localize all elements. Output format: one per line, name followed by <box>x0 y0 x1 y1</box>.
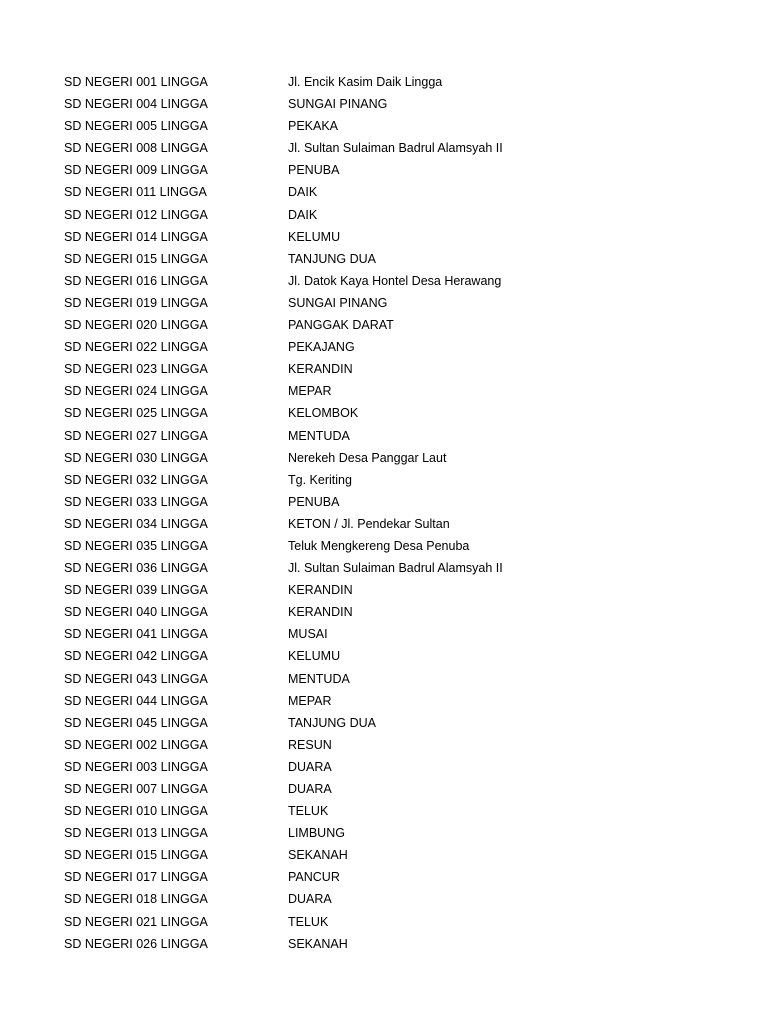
address-cell: MUSAI <box>288 627 328 642</box>
table-row <box>0 800 768 822</box>
address-cell: RESUN <box>288 737 332 752</box>
table-row <box>0 204 768 226</box>
address-cell: KERANDIN <box>288 362 353 377</box>
school-name-cell: SD NEGERI 015 LINGGA <box>64 848 208 863</box>
school-name-cell: SD NEGERI 011 LINGGA <box>64 185 207 200</box>
table-row <box>0 668 768 690</box>
table-row <box>0 778 768 800</box>
school-name-cell: SD NEGERI 018 LINGGA <box>64 892 208 907</box>
table-row <box>0 248 768 270</box>
school-name-cell: SD NEGERI 041 LINGGA <box>64 627 208 642</box>
address-cell: KERANDIN <box>288 605 353 620</box>
address-cell: MEPAR <box>288 384 332 399</box>
school-name-cell: SD NEGERI 017 LINGGA <box>64 870 208 885</box>
table-row <box>0 690 768 712</box>
school-name-cell: SD NEGERI 014 LINGGA <box>64 229 208 244</box>
address-cell: SUNGAI PINANG <box>288 295 388 310</box>
table-row <box>0 513 768 535</box>
school-name-cell: SD NEGERI 004 LINGGA <box>64 97 208 112</box>
school-name-cell: SD NEGERI 007 LINGGA <box>64 782 208 796</box>
address-cell: TANJUNG DUA <box>288 715 376 730</box>
address-cell: Jl. Sultan Sulaiman Badrul Alamsyah II <box>288 141 503 156</box>
table-row <box>0 71 768 93</box>
address-cell: Tg. Keriting <box>288 472 352 487</box>
address-cell: Jl. Datok Kaya Hontel Desa Herawang <box>288 273 502 288</box>
school-name-cell: SD NEGERI 019 LINGGA <box>64 295 208 310</box>
address-cell: Jl. Sultan Sulaiman Badrul Alamsyah II <box>288 561 503 576</box>
school-name-cell: SD NEGERI 042 LINGGA <box>64 649 208 664</box>
table-row <box>0 933 768 955</box>
address-cell: LIMBUNG <box>288 826 345 841</box>
table-row <box>0 159 768 181</box>
school-name-cell: SD NEGERI 012 LINGGA <box>64 207 208 222</box>
table-row <box>0 314 768 336</box>
school-name-cell: SD NEGERI 022 LINGGA <box>64 340 208 355</box>
address-cell: PEKAKA <box>288 119 339 134</box>
address-cell: TANJUNG DUA <box>288 251 376 266</box>
school-name-cell: SD NEGERI 009 LINGGA <box>64 163 208 178</box>
school-name-cell: SD NEGERI 040 LINGGA <box>64 605 208 620</box>
address-cell: TELUK <box>288 914 329 929</box>
school-name-cell: SD NEGERI 016 LINGGA <box>64 273 208 288</box>
table-row <box>0 226 768 248</box>
school-name-cell: SD NEGERI 033 LINGGA <box>64 494 208 509</box>
address-cell: MEPAR <box>288 693 332 708</box>
school-name-cell: SD NEGERI 030 LINGGA <box>64 450 208 465</box>
table-row <box>0 425 768 447</box>
table-row <box>0 137 768 159</box>
school-name-cell: SD NEGERI 034 LINGGA <box>64 516 208 531</box>
address-cell: PANGGAK DARAT <box>288 318 394 333</box>
school-name-cell: SD NEGERI 035 LINGGA <box>64 538 208 553</box>
table-row <box>0 844 768 866</box>
table-row <box>0 601 768 623</box>
school-name-cell: SD NEGERI 013 LINGGA <box>64 826 208 841</box>
school-name-cell: SD NEGERI 008 LINGGA <box>64 141 208 156</box>
table-row <box>0 645 768 667</box>
address-cell: DUARA <box>288 782 332 796</box>
address-cell: DAIK <box>288 207 318 222</box>
school-name-cell: SD NEGERI 036 LINGGA <box>64 561 208 576</box>
address-cell: Nerekeh Desa Panggar Laut <box>288 450 447 465</box>
address-cell: KELUMU <box>288 649 341 664</box>
address-cell: DAIK <box>288 185 318 200</box>
school-name-cell: SD NEGERI 021 LINGGA <box>64 914 208 929</box>
address-cell: Jl. Encik Kasim Daik Lingga <box>288 75 443 89</box>
address-cell: SEKANAH <box>288 848 348 863</box>
school-name-cell: SD NEGERI 045 LINGGA <box>64 715 208 730</box>
school-name-cell: SD NEGERI 044 LINGGA <box>64 693 208 708</box>
school-name-cell: SD NEGERI 026 LINGGA <box>64 936 208 951</box>
school-name-cell: SD NEGERI 027 LINGGA <box>64 428 208 443</box>
address-cell: TELUK <box>288 804 329 819</box>
school-name-cell: SD NEGERI 043 LINGGA <box>64 671 208 686</box>
table-row <box>0 270 768 292</box>
table-row <box>0 535 768 557</box>
table-row <box>0 579 768 601</box>
address-cell: SUNGAI PINANG <box>288 97 388 112</box>
address-cell: PENUBA <box>288 163 340 178</box>
school-name-cell: SD NEGERI 005 LINGGA <box>64 119 208 134</box>
table-row <box>0 115 768 137</box>
table-row <box>0 358 768 380</box>
table-row <box>0 712 768 734</box>
table-row <box>0 447 768 469</box>
school-name-cell: SD NEGERI 039 LINGGA <box>64 583 208 598</box>
address-cell: MENTUDA <box>288 428 350 443</box>
school-name-cell: SD NEGERI 025 LINGGA <box>64 406 208 421</box>
address-cell: PEKAJANG <box>288 340 355 355</box>
school-name-cell: SD NEGERI 023 LINGGA <box>64 362 208 377</box>
address-cell: MENTUDA <box>288 671 350 686</box>
table-row <box>0 734 768 756</box>
address-cell: KETON / Jl. Pendekar Sultan <box>288 516 450 531</box>
table-row <box>0 557 768 579</box>
table-row <box>0 181 768 203</box>
school-name-cell: SD NEGERI 015 LINGGA <box>64 251 208 266</box>
table-row <box>0 756 768 778</box>
table-row <box>0 888 768 910</box>
address-cell: DUARA <box>288 892 332 907</box>
table-row <box>0 336 768 358</box>
school-name-cell: SD NEGERI 020 LINGGA <box>64 318 208 333</box>
school-name-cell: SD NEGERI 001 LINGGA <box>64 75 208 89</box>
address-cell: DUARA <box>288 759 332 774</box>
table-row <box>0 822 768 844</box>
address-cell: SEKANAH <box>288 936 348 951</box>
address-cell: KERANDIN <box>288 583 353 598</box>
table-row <box>0 866 768 888</box>
school-name-cell: SD NEGERI 003 LINGGA <box>64 759 208 774</box>
address-cell: PANCUR <box>288 870 340 885</box>
table-row <box>0 380 768 402</box>
address-cell: KELOMBOK <box>288 406 359 421</box>
table-row <box>0 469 768 491</box>
school-name-cell: SD NEGERI 032 LINGGA <box>64 472 208 487</box>
table-row <box>0 623 768 645</box>
school-name-cell: SD NEGERI 024 LINGGA <box>64 384 208 399</box>
table-row <box>0 491 768 513</box>
school-name-cell: SD NEGERI 010 LINGGA <box>64 804 208 819</box>
school-address-table <box>0 71 768 955</box>
table-row <box>0 911 768 933</box>
table-row <box>0 402 768 424</box>
address-cell: KELUMU <box>288 229 341 244</box>
table-row <box>0 93 768 115</box>
school-name-cell: SD NEGERI 002 LINGGA <box>64 737 208 752</box>
address-cell: PENUBA <box>288 494 340 509</box>
address-cell: Teluk Mengkereng Desa Penuba <box>288 538 470 553</box>
table-row <box>0 292 768 314</box>
